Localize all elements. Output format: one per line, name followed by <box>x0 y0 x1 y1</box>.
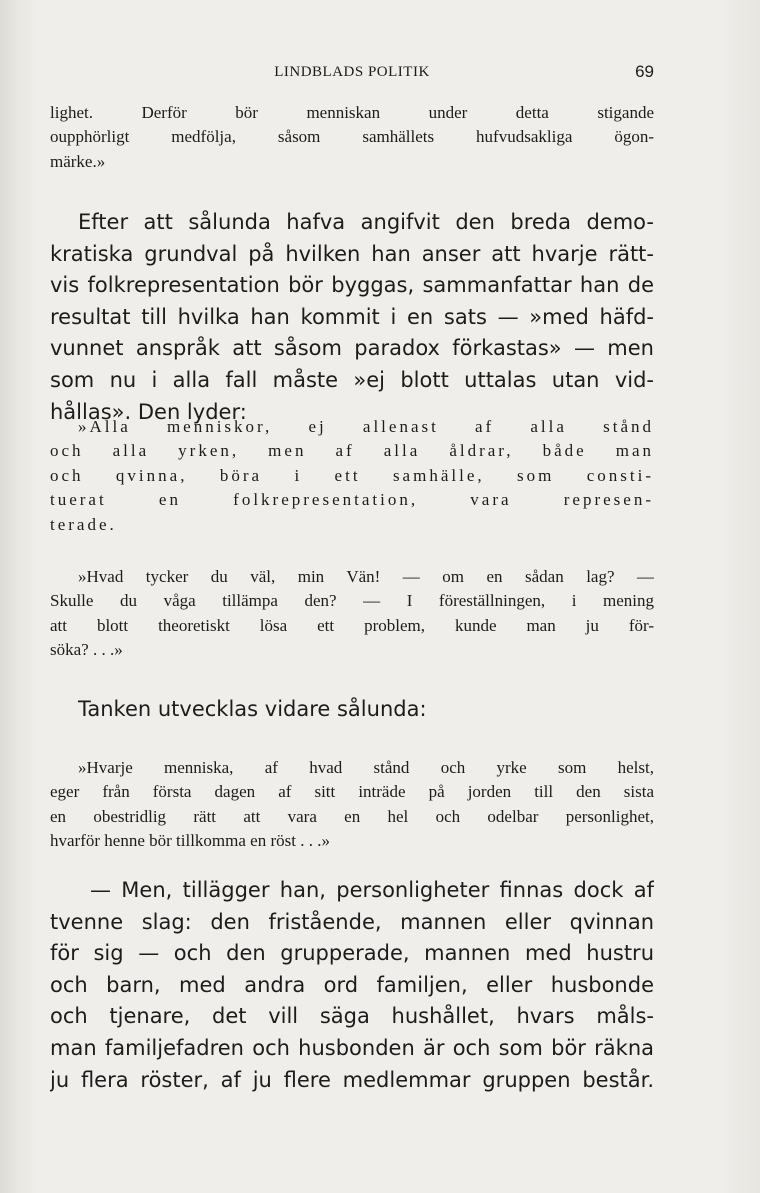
text-line: Tanken utvecklas vidare sålunda: <box>78 697 427 721</box>
text-line: och barn, med andra ord familjen, eller husbonde <box>50 972 654 997</box>
paragraph-quote-spaced <box>50 415 654 537</box>
text-line: att blott theoretiskt lösa ett problem, kunde man ju för- <box>50 615 654 635</box>
text-line: eger från första dagen af sitt inträde på jorden till den sista <box>50 782 654 802</box>
paragraph-quote <box>50 565 654 663</box>
text-line: vunnet anspråk att såsom paradox förkastas» — men <box>50 336 654 361</box>
text-line: resultat till hvilka han kommit i en sats — »med häfd- <box>50 304 654 329</box>
text-line: och qvinna, böra i ett samhälle, som consti- <box>50 465 654 485</box>
text-line: och tjenare, det vill säga hushållet, hvars måls- <box>50 1004 654 1029</box>
text-line: »Alla menniskor, ej allenast af alla stånd <box>78 417 654 436</box>
paragraph-quote-continuation <box>50 101 654 174</box>
text-line: som nu i alla fall måste »ej blott uttalas utan vid- <box>50 367 654 392</box>
text-line: terade. <box>50 514 117 534</box>
text-line: tvenne slag: den fristående, mannen eller qvinnan <box>50 909 654 934</box>
text-line: en obestridlig rätt att vara en hel och odelbar personlighet, <box>50 806 654 826</box>
text-line: hvarför henne bör tillkomma en röst . . .» <box>50 831 330 851</box>
paragraph-body <box>50 694 654 726</box>
text-line: lighet. Derför bör menniskan under detta stigande <box>50 103 654 122</box>
text-line: kratiska grundval på hvilken han anser att hvarje rätt- <box>50 241 654 266</box>
text-line: för sig — och den grupperade, mannen med hustru <box>50 941 654 966</box>
running-header <box>50 64 654 86</box>
page-number: 69 <box>635 62 654 81</box>
text-line: man familjefadren och husbonden är och som bör räkna <box>50 1035 654 1060</box>
paragraph-body <box>50 207 654 428</box>
paragraph-body <box>50 875 654 1096</box>
text-line: och alla yrken, men af alla åldrar, både man <box>50 441 654 461</box>
text-line: — Men, tillägger han, personligheter finnas dock af <box>90 878 654 902</box>
text-line: Skulle du våga tillämpa den? — I föreställningen, i mening <box>50 591 654 611</box>
text-line: Efter att sålunda hafva angifvit den breda demo- <box>78 210 654 234</box>
text-line: märke.» <box>50 151 106 171</box>
running-title: LINDBLADS POLITIK <box>274 64 430 80</box>
text-line: vis folkrepresentation bör byggas, sammanfattar han de <box>50 273 654 298</box>
text-line: oupphörligt medfölja, såsom samhällets hufvudsakliga ögon- <box>50 127 654 147</box>
text-line: »Hvarje menniska, af hvad stånd och yrke som helst, <box>78 758 654 777</box>
text-line: »Hvad tycker du väl, min Vän! — om en sådan lag? — <box>78 567 654 586</box>
text-line: söka? . . .» <box>50 640 123 660</box>
text-line: tuerat en folkrepresentation, vara represen- <box>50 490 654 510</box>
paragraph-quote <box>50 756 654 854</box>
text-line: ju flera röster, af ju flere medlemmar gruppen består. <box>50 1067 654 1092</box>
text-line: hållas». Den lyder: <box>50 399 247 424</box>
